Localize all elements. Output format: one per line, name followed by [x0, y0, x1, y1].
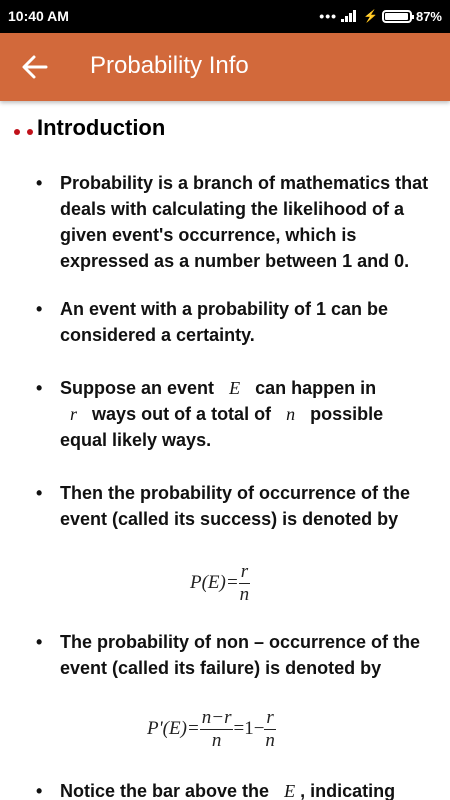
list-item: • Notice the bar above the E , indicating	[38, 778, 433, 800]
math-E: E	[229, 378, 241, 398]
list-item: • Probability is a branch of mathematics that deals with calculating the likelihood of a given event's occurrence, which is expressed as a number between 1 and 0.	[38, 170, 433, 274]
page-title: Probability Info	[90, 52, 249, 79]
app-bar	[0, 33, 450, 101]
more-notifications-icon: •••	[319, 8, 338, 24]
math-r: r	[70, 404, 78, 424]
back-arrow-icon[interactable]	[20, 53, 50, 81]
signal-icon	[341, 10, 359, 22]
list-item: • Then the probability of occurrence of the event (called its success) is denoted by	[38, 480, 433, 532]
list-item: • An event with a probability of 1 can be considered a certainty.	[38, 296, 433, 348]
list-item: • Suppose an event E can happen in r ways out of a total of n possible equal likely ways.	[38, 375, 433, 453]
status-icons	[319, 8, 442, 24]
battery-icon	[382, 10, 412, 23]
battery-percent: 87%	[415, 8, 442, 24]
section-heading: Introduction	[37, 115, 166, 140]
formula-success: P(E)= $\frac{r}{n}$	[190, 561, 250, 605]
math-E: E	[284, 781, 296, 800]
math-n: n	[286, 404, 296, 424]
status-time: 10:40 AM	[8, 8, 69, 24]
status-bar	[0, 0, 450, 33]
list-item: • The probability of non – occurrence of the event (called its failure) is denoted by	[38, 629, 433, 681]
section-heading-row	[14, 115, 165, 141]
charging-icon: ⚡	[363, 9, 378, 23]
bullet-dots-icon	[14, 129, 33, 135]
content-area[interactable]	[0, 101, 450, 800]
formula-failure: P'(E)= $\frac{n-r}{n}$ =1− $\frac{r}{n}$	[147, 707, 275, 751]
